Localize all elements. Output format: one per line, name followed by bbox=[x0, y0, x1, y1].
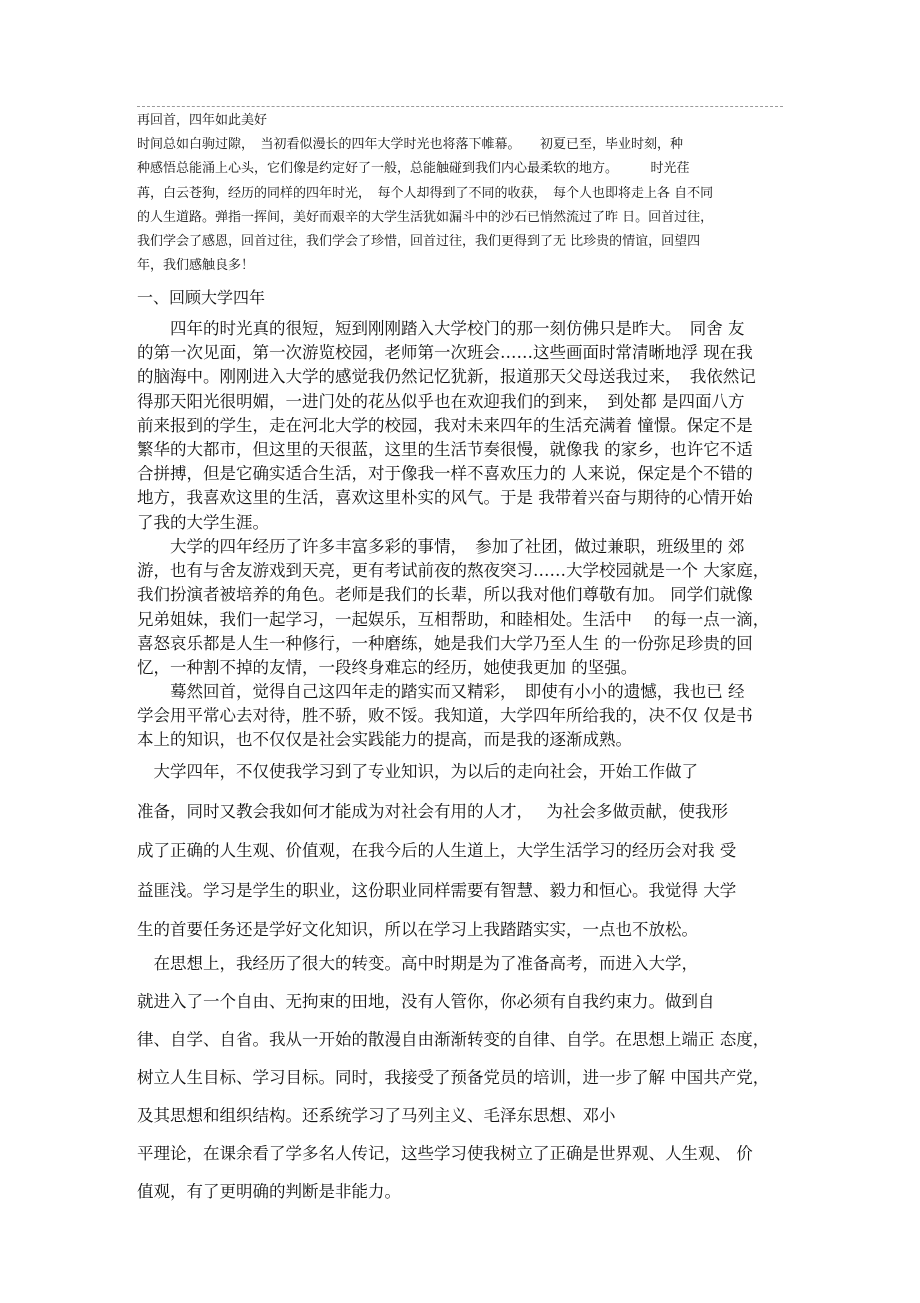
paragraph-4 bbox=[137, 752, 787, 950]
paragraph-2 bbox=[137, 535, 787, 680]
text-line: 游，也有与舍友游戏到天亮，更有考试前夜的熬夜突习……大学校园就是一个 大家庭， bbox=[137, 561, 770, 581]
text-line: 忆，一种割不掉的友情，一段终身难忘的经历，她使我更加 的坚强。 bbox=[137, 658, 638, 678]
text-line: 前来报到的学生，走在河北大学的校园，我对未来四年的生活充满着 憧憬。保定不是 bbox=[137, 415, 753, 435]
intro-paragraph bbox=[137, 133, 787, 279]
text-line: 兄弟姐妹，我们一起学习，一起娱乐，互相帮助，和睦相处。生活中 的每一点一滴， bbox=[137, 609, 770, 629]
text-line: 蓦然回首，觉得自己这四年走的踏实而又精彩， 即使有小小的遗憾，我也已 经 bbox=[137, 682, 745, 701]
text-line: 就进入了一个自由、无拘束的田地，没有人管你，你必须有自我约束力。做到自 bbox=[137, 992, 715, 1011]
text-line: 年，我们感触良多！ bbox=[137, 258, 255, 274]
text-line: 苒，白云苍狗，经历的同样的四年时光， 每个人却得到了不同的收获， 每个人也即将走上各 自不同 bbox=[137, 185, 714, 201]
text-line: 本上的知识，也不仅仅是社会实践能力的提高，而是我的逐渐成熟。 bbox=[137, 730, 632, 750]
text-line: 时间总如白驹过隙， 当初看似漫长的四年大学时光也将落下帷幕。 初夏已至，毕业时刻，种 bbox=[137, 137, 684, 152]
text-line: 种感悟总能涌上心头，它们像是约定好了一般，总能触碰到我们内心最柔软的地方。 时光荏 bbox=[137, 161, 690, 177]
text-line: 在思想上，我经历了很大的转变。高中时期是为了准备高考，而进入大学， bbox=[137, 954, 698, 973]
text-line: 地方，我喜欢这里的生活，喜欢这里朴实的风气。于是 我带着兴奋与期待的心情开始 bbox=[137, 488, 753, 508]
paragraph-1 bbox=[137, 317, 787, 535]
text-line: 成了正确的人生观、价值观，在我今后的人生道上，大学生活学习的经历会对我 受 bbox=[137, 841, 737, 860]
text-line: 大学的四年经历了许多丰富多彩的事情， 参加了社团，做过兼职，班级里的 郊 bbox=[137, 537, 745, 556]
text-line: 我们扮演者被培养的角色。老师是我们的长辈，所以我对他们尊敬有加。 同学们就像 bbox=[137, 585, 753, 605]
text-line: 准备，同时又教会我如何才能成为对社会有用的人才， 为社会多做贡献，使我形 bbox=[137, 801, 728, 821]
title-block bbox=[137, 109, 787, 133]
text-line: 学会用平常心去对待，胜不骄，败不馁。我知道，大学四年所给我的，决不仅 仅是书 bbox=[137, 706, 753, 726]
text-line: 繁华的大都市，但这里的天很蓝，这里的生活节奏很慢，就像我 的家乡，也许它不适 bbox=[137, 440, 753, 460]
document-title: 再回首，四年如此美好 bbox=[137, 113, 268, 128]
text-line: 树立人生目标、学习目标。同时，我接受了预备党员的培训，进一步了解 中国共产党， bbox=[137, 1068, 770, 1087]
text-line: 平理论，在课余看了学多名人传记，这些学习使我树立了正确是世界观、人生观、 价 bbox=[137, 1144, 753, 1163]
section-heading: 一、回顾大学四年 bbox=[137, 288, 266, 307]
header-rule bbox=[137, 106, 783, 107]
text-line: 生的首要任务还是学好文化知识，所以在学习上我踏踏实实，一点也不放松。 bbox=[137, 920, 698, 939]
text-line: 了我的大学生涯。 bbox=[137, 512, 269, 532]
section-heading-block bbox=[137, 286, 787, 310]
text-line: 合拼搏，但是它确实适合生活，对于像我一样不喜欢压力的 人来说，保定是个不错的 bbox=[137, 464, 753, 484]
paragraph-5 bbox=[137, 945, 787, 1211]
text-line: 的人生道路。弹指一挥间，美好而艰辛的大学生活犹如漏斗中的沙石已悄然流过了昨 日。回首过往， bbox=[137, 209, 714, 225]
text-line: 的脑海中。刚刚进入大学的感觉我仍然记忆犹新，报道那天父母送我过来， 我依然记 bbox=[137, 367, 756, 387]
text-line: 及其思想和组织结构。还系统学习了马列主义、毛泽东思想、邓小 bbox=[137, 1106, 616, 1125]
text-line: 我们学会了感恩，回首过往，我们学会了珍惜，回首过往，我们更得到了无 比珍贵的情谊，回望四 bbox=[137, 234, 701, 250]
text-line: 四年的时光真的很短，短到刚刚踏入大学校门的那一刻仿佛只是昨大。 同舍 友 bbox=[137, 319, 745, 338]
text-line: 益匪浅。学习是学生的职业，这份职业同样需要有智慧、毅力和恒心。我觉得 大学 bbox=[137, 880, 737, 900]
text-line: 喜怒哀乐都是人生一种修行，一种磨练，她是我们大学乃至人生 的一份弥足珍贵的回 bbox=[137, 633, 753, 653]
paragraph-3 bbox=[137, 680, 787, 753]
text-line: 得那天阳光很明媚，一进门处的花丛似乎也在欢迎我们的到来， 到处都 是四面八方 bbox=[137, 391, 745, 411]
text-line: 值观，有了更明确的判断是非能力。 bbox=[137, 1182, 401, 1201]
text-line: 的第一次见面，第一次游览校园，老师第一次班会……这些画面时常清晰地浮 现在我 bbox=[137, 343, 753, 363]
text-line: 律、自学、自省。我从一开始的散漫自由渐渐转变的自律、自学。在思想上端正 态度， bbox=[137, 1030, 770, 1049]
text-line: 大学四年，不仅使我学习到了专业知识，为以后的走向社会，开始工作做了 bbox=[137, 762, 698, 781]
